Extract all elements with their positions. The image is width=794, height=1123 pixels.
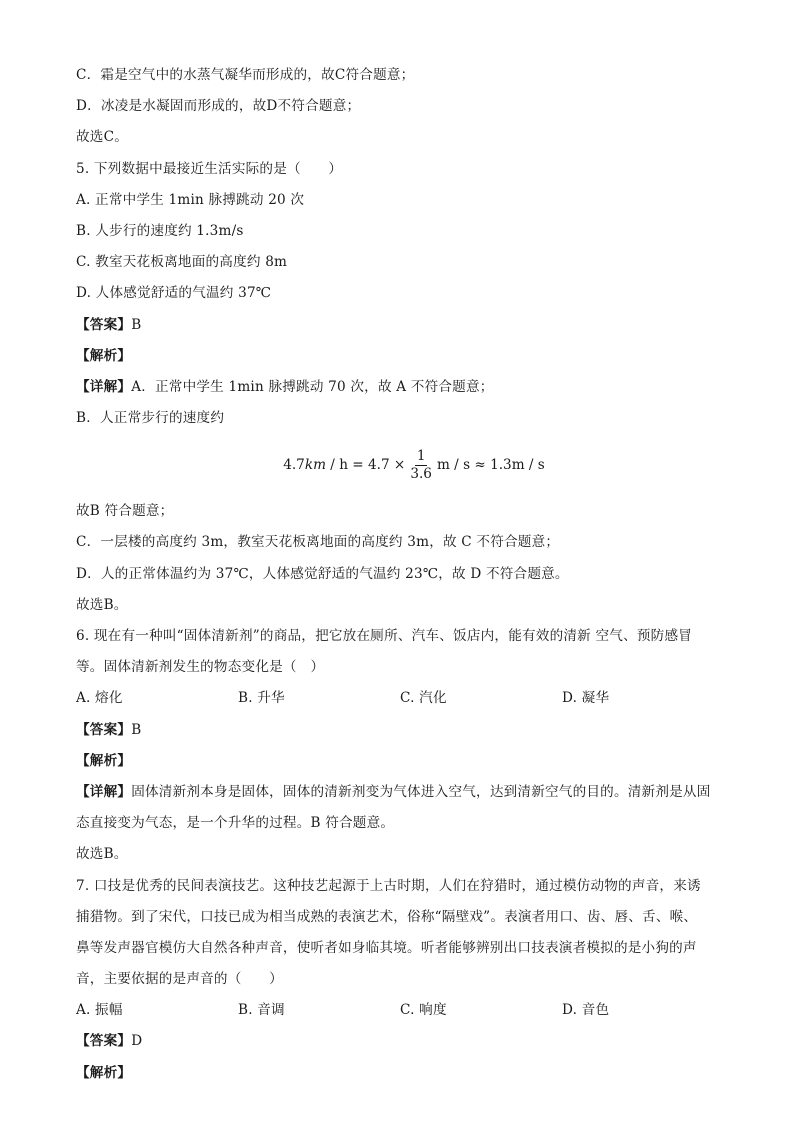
text-line: 故选B。 <box>76 596 128 613</box>
q6-option-a: A. 熔化 <box>76 690 123 707</box>
q7-option-a: A. 振幅 <box>76 1002 123 1019</box>
q6-option-b: B. 升华 <box>238 690 285 707</box>
detail-text: 固体清新剂本身是固体，固体的清新剂变为气体进入空气，达到清新空气的目的。清新剂是从固 <box>131 783 711 800</box>
q7-option-d: D. 音色 <box>562 1002 610 1019</box>
answer-label: 【答案】 <box>76 1033 132 1050</box>
answer-value: B <box>131 721 142 738</box>
formula-lhs-rest: / h = 4.7 × <box>330 457 406 474</box>
detail-label: 【详解】 <box>76 783 132 800</box>
text-line: D．冰凌是水凝固而形成的，故D不符合题意； <box>76 98 361 115</box>
detail-text: A．正常中学生 1min 脉搏跳动 70 次，故 A 不符合题意； <box>131 378 494 395</box>
q6-detail-line <box>76 777 726 808</box>
text-line: C．霜是空气中的水蒸气凝华而形成的，故C符合题意； <box>76 67 415 83</box>
q6-conclusion: 故选B。 <box>76 846 128 863</box>
q5-option-d: D. 人体感觉舒适的气温约 37℃ <box>76 285 272 302</box>
q5-option-a: A. 正常中学生 1min 脉搏跳动 20 次 <box>76 191 305 208</box>
q7-stem-line: 鼻等发声器官模仿大自然各种声音，使听者如身临其境。听者能够辨别出口技表演者模拟的是小狗的声 <box>76 939 697 956</box>
text-line: C．一层楼的高度约 3m，教室天花板离地面的高度约 3m，故 C 不符合题意； <box>76 534 560 551</box>
q7-stem-line: 捕猎物。到了宋代，口技已成为相当成熟的表演艺术，俗称“隔壁戏”。表演者用口、齿、唇、舌、喉、 <box>76 908 698 925</box>
q5-detail-a <box>76 372 726 403</box>
text-line: 故选C。 <box>76 129 128 146</box>
q6-option-c: C. 汽化 <box>400 690 447 707</box>
q5-answer <box>76 310 726 341</box>
q7-stem-line: 音，主要依据的是声音的（ ） <box>76 971 283 988</box>
q5-option-b: B. 人步行的速度约 1.3m/s <box>76 222 244 239</box>
answer-label: 【答案】 <box>76 316 132 333</box>
q7-option-c: C. 响度 <box>400 1002 447 1019</box>
q6-detail-line: 态直接变为气态，是一个升华的过程。B 符合题意。 <box>76 815 395 832</box>
q5-option-c: C. 教室天花板离地面的高度约 8m <box>76 254 288 271</box>
q7-option-b: B. 音调 <box>238 1002 285 1019</box>
q7-analysis-label: 【解析】 <box>76 1064 132 1081</box>
fraction-denominator: 3.6 <box>410 465 432 482</box>
q6-answer <box>76 715 726 746</box>
text-line: 故B 符合题意； <box>76 503 174 520</box>
q5-detail-b-intro: B．人正常步行的速度约 <box>76 410 225 427</box>
q6-analysis-label: 【解析】 <box>76 752 132 769</box>
q6-stem-line: 6. 现在有一种叫“固体清新剂”的商品，把它放在厕所、汽车、饭店内，能有效的清新 空气、预防感冒 <box>76 628 693 644</box>
q7-stem-line: 7. 口技是优秀的民间表演技艺。这种技艺起源于上古时期，人们在狩猎时，通过模仿动物的声音，来诱 <box>76 877 701 894</box>
answer-value: D <box>131 1033 143 1050</box>
formula-fraction <box>408 449 434 482</box>
q6-options <box>76 683 726 714</box>
answer-label: 【答案】 <box>76 721 132 738</box>
formula-lhs-number: 4.7 <box>283 457 305 474</box>
q6-option-d: D. 凝华 <box>562 690 610 707</box>
q5-stem: 5. 下列数据中最接近生活实际的是（ ） <box>76 160 343 177</box>
q6-stem-line: 等。固体清新剂发生的物态变化是（ ） <box>76 659 325 676</box>
fraction-numerator: 1 <box>416 447 426 464</box>
formula-rhs: m / s ≈ 1.3m / s <box>436 457 545 474</box>
q7-options <box>76 995 726 1026</box>
q7-answer <box>76 1026 726 1057</box>
q5-analysis-label: 【解析】 <box>76 347 132 364</box>
document-page <box>76 60 726 1089</box>
speed-formula <box>76 434 726 496</box>
text-line: D．人的正常体温约为 37℃，人体感觉舒适的气温约 23℃，故 D 不符合题意。 <box>76 565 569 582</box>
answer-value: B <box>131 316 142 333</box>
detail-label: 【详解】 <box>76 378 132 395</box>
formula-lhs-unit: km <box>304 457 326 474</box>
